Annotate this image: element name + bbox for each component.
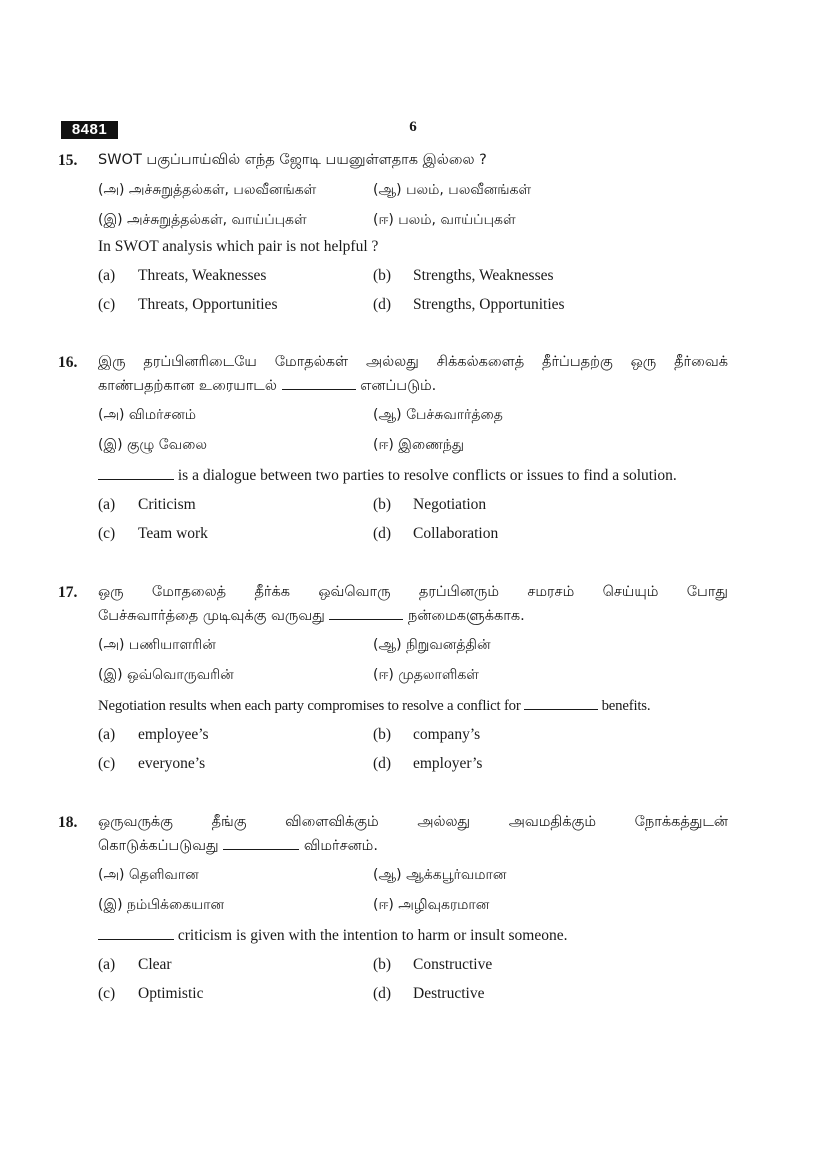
option-d: (d) employer’s bbox=[373, 755, 483, 772]
question-number: 18. bbox=[58, 814, 78, 831]
question-16 bbox=[58, 354, 730, 554]
option-b: (b) company’s bbox=[373, 726, 481, 743]
option-c: (c) Threats, Opportunities bbox=[98, 296, 278, 313]
tamil-option-a: (அ) பணியாளரின் bbox=[98, 637, 216, 653]
question-number: 15. bbox=[58, 152, 78, 169]
question-english: is a dialogue between two parties to resolve conflicts or issues to find a solution. bbox=[98, 467, 677, 485]
option-d: (d) Strengths, Opportunities bbox=[373, 296, 565, 313]
tamil-option-c: (இ) நம்பிக்கையான bbox=[98, 897, 225, 913]
option-b: (b) Strengths, Weaknesses bbox=[373, 267, 554, 284]
answer-blank bbox=[98, 467, 174, 480]
option-c: (c) Optimistic bbox=[98, 985, 204, 1002]
answer-blank bbox=[524, 697, 598, 710]
tamil-option-d: (ஈ) இணைந்து bbox=[373, 437, 465, 453]
tamil-option-a: (அ) அச்சுறுத்தல்கள், பலவீனங்கள் bbox=[98, 182, 317, 198]
option-a: (a) Criticism bbox=[98, 496, 196, 513]
tamil-option-c: (இ) அச்சுறுத்தல்கள், வாய்ப்புகள் bbox=[98, 212, 307, 228]
option-c: (c) everyone’s bbox=[98, 755, 206, 772]
page-number: 6 bbox=[409, 119, 417, 135]
option-d: (d) Collaboration bbox=[373, 525, 499, 542]
question-number: 16. bbox=[58, 354, 78, 371]
tamil-option-c: (இ) குழு வேலை bbox=[98, 437, 207, 453]
question-18 bbox=[58, 814, 730, 1014]
question-tamil-line2: கொடுக்கப்படுவது விமர்சனம். bbox=[98, 838, 378, 854]
option-b: (b) Constructive bbox=[373, 956, 493, 973]
question-tamil-line2: காண்பதற்கான உரையாடல் எனப்படும். bbox=[98, 378, 437, 394]
question-tamil: SWOT பகுப்பாய்வில் எந்த ஜோடி பயனுள்ளதாக இல்லை ? bbox=[98, 152, 487, 168]
option-a: (a) employee’s bbox=[98, 726, 209, 743]
tamil-option-b: (ஆ) பேச்சுவார்த்தை bbox=[373, 407, 503, 423]
question-english: Negotiation results when each party compromises to resolve a conflict for benefits. bbox=[98, 698, 651, 714]
tamil-option-b: (ஆ) ஆக்கபூர்வமான bbox=[373, 867, 507, 883]
tamil-option-d: (ஈ) அழிவுகரமான bbox=[373, 897, 490, 913]
question-tamil-line1: இரு தரப்பினரிடையே மோதல்கள் அல்லது சிக்கல்களைத் தீர்ப்பதற்கு ஒரு தீர்வைக் bbox=[98, 354, 728, 370]
option-d: (d) Destructive bbox=[373, 985, 485, 1002]
question-number: 17. bbox=[58, 584, 78, 601]
paper-code-badge: 8481 bbox=[61, 121, 118, 139]
question-english: In SWOT analysis which pair is not helpful ? bbox=[98, 238, 379, 255]
question-tamil-line1: ஒருவருக்கு தீங்கு விளைவிக்கும் அல்லது அவமதிக்கும் நோக்கத்துடன் bbox=[98, 814, 728, 830]
tamil-option-a: (அ) தெளிவான bbox=[98, 867, 199, 883]
answer-blank bbox=[223, 837, 299, 850]
tamil-option-d: (ஈ) பலம், வாய்ப்புகள் bbox=[373, 212, 516, 228]
option-b: (b) Negotiation bbox=[373, 496, 487, 513]
question-17 bbox=[58, 584, 730, 784]
option-a: (a) Clear bbox=[98, 956, 172, 973]
question-15 bbox=[58, 152, 730, 322]
answer-blank bbox=[329, 607, 403, 620]
option-c: (c) Team work bbox=[98, 525, 208, 542]
tamil-option-d: (ஈ) முதலாளிகள் bbox=[373, 667, 479, 683]
tamil-option-b: (ஆ) நிறுவனத்தின் bbox=[373, 637, 491, 653]
question-tamil-line2: பேச்சுவார்த்தை முடிவுக்கு வருவது நன்மைகளுக்காக. bbox=[98, 608, 525, 624]
question-tamil-line1: ஒரு மோதலைத் தீர்க்க ஒவ்வொரு தரப்பினரும் சமரசம் செய்யும் போது bbox=[98, 584, 728, 600]
tamil-option-b: (ஆ) பலம், பலவீனங்கள் bbox=[373, 182, 532, 198]
tamil-option-a: (அ) விமர்சனம் bbox=[98, 407, 197, 423]
option-a: (a) Threats, Weaknesses bbox=[98, 267, 267, 284]
tamil-option-c: (இ) ஒவ்வொருவரின் bbox=[98, 667, 234, 683]
answer-blank bbox=[98, 927, 174, 940]
question-english: criticism is given with the intention to harm or insult someone. bbox=[98, 927, 567, 945]
answer-blank bbox=[282, 377, 356, 390]
